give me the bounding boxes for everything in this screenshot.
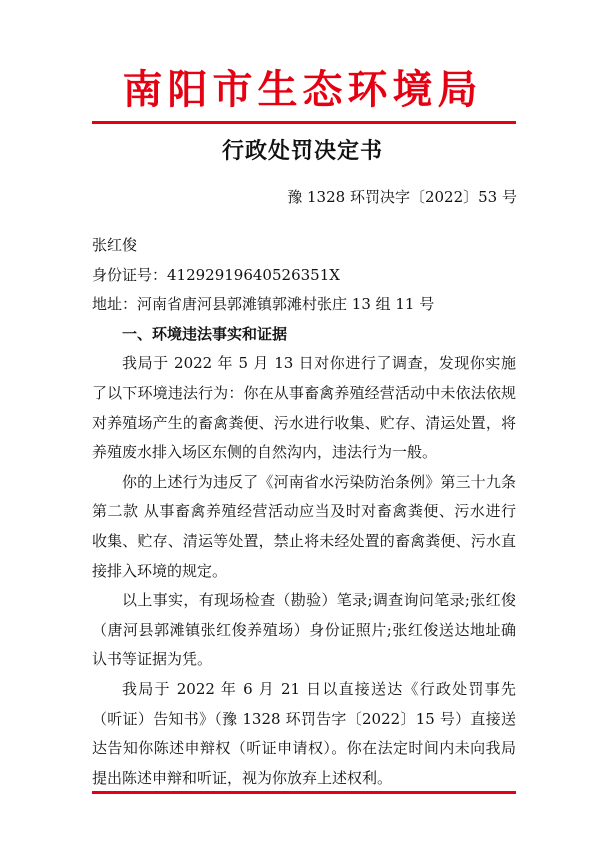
paragraph-evidence: 以上事实，有现场检查（勘验）笔录;调查询问笔录;张红俊（唐河县郭滩镇张红俊养殖场）身份证照片;张红俊送达地址确认书等证据为凭。 xyxy=(92,591,516,669)
party-address: 地址：河南省唐河县郭滩镇郭滩村张庄 13 组 11 号 xyxy=(92,295,435,314)
header-red-rule xyxy=(92,121,516,124)
footer-red-rule xyxy=(92,791,516,794)
agency-header-title: 南阳市生态环境局 xyxy=(122,67,483,113)
section-heading: 一、环境违法事实和证据 xyxy=(122,324,288,343)
paragraph-notification: 我局于 2022 年 6 月 21 日以直接送达《行政处罚事先（听证）告知书》（豫 1328 环罚告字〔2022〕15 号）直接送达告知你陈述申辩权（听证申请权）。你在法定时间内未向我局提出陈述申辩和听证，视为你放弃上述权利。 xyxy=(92,679,516,787)
party-name: 张红俊 xyxy=(92,236,138,254)
party-id-number: 身份证号：41292919640526351X xyxy=(92,265,340,284)
document-body xyxy=(92,231,516,793)
document-number: 豫 1328 环罚决字〔2022〕53 号 xyxy=(287,188,517,206)
document-title: 行政处罚决定书 xyxy=(221,139,383,164)
paragraph-violation-basis: 你的上述行为违反了《河南省水污染防治条例》第三十九条 第二款 从事畜禽养殖经营活动应当及时对畜禽粪便、污水进行收集、贮存、清运等处置，禁止将未经处置的畜禽粪便、污水直接排入环境的规定。 xyxy=(92,472,516,580)
paragraph-investigation: 我局于 2022 年 5 月 13 日对你进行了调查，发现你实施了以下环境违法行为：你在从事畜禽养殖经营活动中未依法依规对养殖场产生的畜禽粪便、污水进行收集、贮存、清运处置，将养殖废水排入场区东侧的自然沟内，违法行为一般。 xyxy=(92,354,516,462)
